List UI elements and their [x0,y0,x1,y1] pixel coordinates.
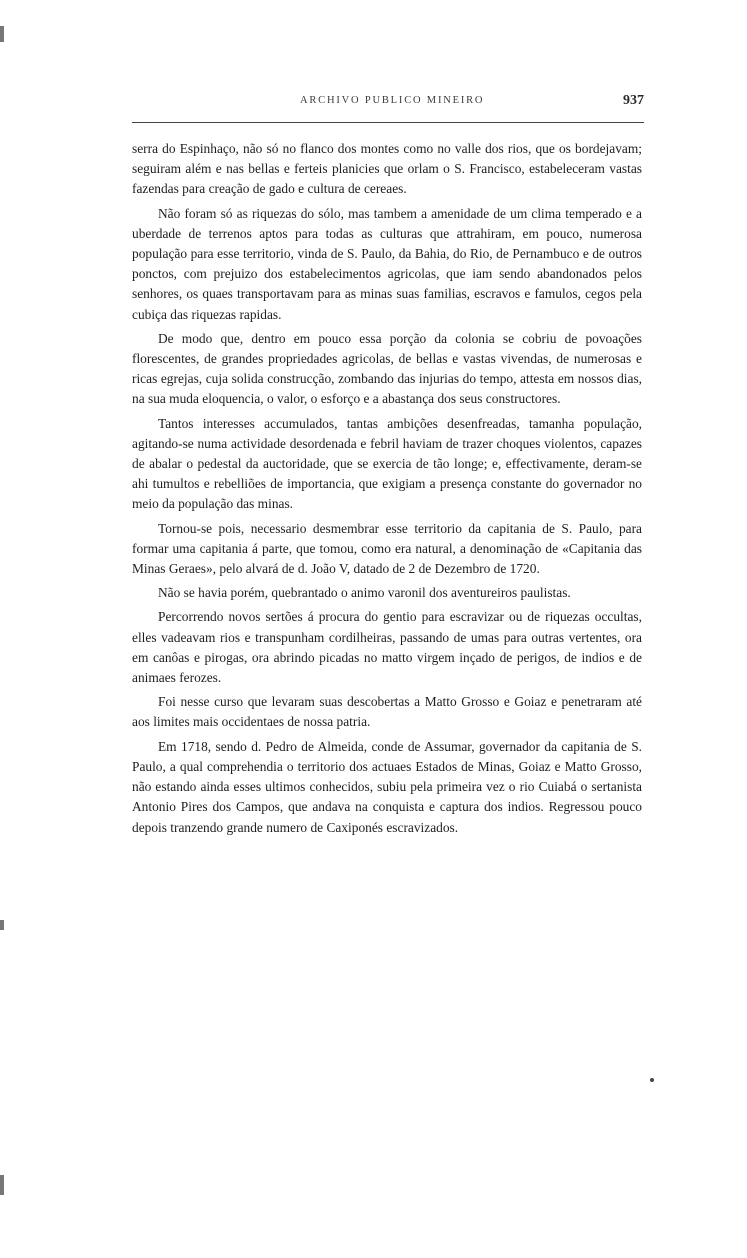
paragraph: Tornou-se pois, necessario desmembrar esse territorio da capitania de S. Paulo, para formar uma capitania á parte, que tomou, como era natural, a denominação de «Capitania das Minas Geraes», pelo alvará de d. João V, datado de 2 de Dezembro de 1720. [132,520,642,577]
paragraph: Não se havia porém, quebrantado o animo varonil dos aventureiros paulistas. [158,585,571,601]
body-text [132,139,642,842]
paragraph: Tantos interesses accumulados, tantas ambições desenfreadas, tamanha população, agitando-se numa actividade desordenada e febril haviam de trazer choques violentos, capazes de abalar o pedestal da auctoridade, que se exercia de tão longe; e, effectivamente, deram-se ahi tumultos e rebelliões de importancia, que exigiam a presença constante do governador no meio da população das minas. [132,415,642,512]
left-edge-mark-middle [0,920,4,930]
left-edge-mark-bottom [0,1175,4,1195]
left-edge-mark-top [0,26,4,42]
paragraph: serra do Espinhaço, não só no flanco dos montes como no valle dos rios, que os bordejavam; seguiram além e nas bellas e ferteis planicies que orlam o S. Francisco, estabeleceram vastas fazendas para creação de gado e cultura de cereaes. [132,141,642,197]
running-head: ARCHIVO PUBLICO MINEIRO [300,95,485,106]
paragraph: Foi nesse curso que levaram suas descobertas a Matto Grosso e Goiaz e penetraram até aos limites mais occidentaes de nossa patria. [132,694,642,730]
page-number: 937 [623,93,644,108]
page-header [132,93,644,113]
header-rule [132,122,644,123]
paragraph: Percorrendo novos sertões á procura do gentio para escravizar ou de riquezas occultas, elles vadeavam rios e transpunham cordilheiras, passando de umas para outras vertentes, ora em canôas e pirogas, ora abrindo picadas no matto virgem inçado de perigos, de indios e de animaes ferozes. [132,609,642,686]
ink-speck [650,1078,654,1082]
paragraph: Em 1718, sendo d. Pedro de Almeida, conde de Assumar, governador da capitania de S. Paulo, a qual comprehendia o territorio dos actuaes Estados de Minas, Goiaz e Matto Grosso, não estando ainda esses ultimos conhecidos, subiu pela primeira vez o rio Cuiabá o sertanista Antonio Pires dos Campos, que andava na conquista e captura dos indios. Regressou pouco depois tranzendo grande numero de Caxiponés escravizados. [132,738,642,835]
paragraph: De modo que, dentro em pouco essa porção da colonia se cobriu de povoações florescentes, de grandes propriedades agricolas, de bellas e vastas vivendas, de numerosas e ricas egrejas, cuja solida construcção, zombando das injurias do tempo, attesta em nossos dias, na sua muda eloquencia, o valor, o esforço e a abastança dos seus constructores. [132,330,642,407]
paragraph: Não foram só as riquezas do sólo, mas tambem a amenidade de um clima temperado e a uberdade de terrenos aptos para todas as culturas que attrahiram, em pouco, numerosa população para esse territorio, vinda de S. Paulo, da Bahia, do Rio, de Pernambuco e de outros ponctos, com prejuizo dos estabelecimentos agricolas, que iam sendo abandonados pelos senhores, os quaes transportavam para as minas suas familias, escravos e famulos, cegos pela cubiça das riquezas rapidas. [132,205,642,322]
